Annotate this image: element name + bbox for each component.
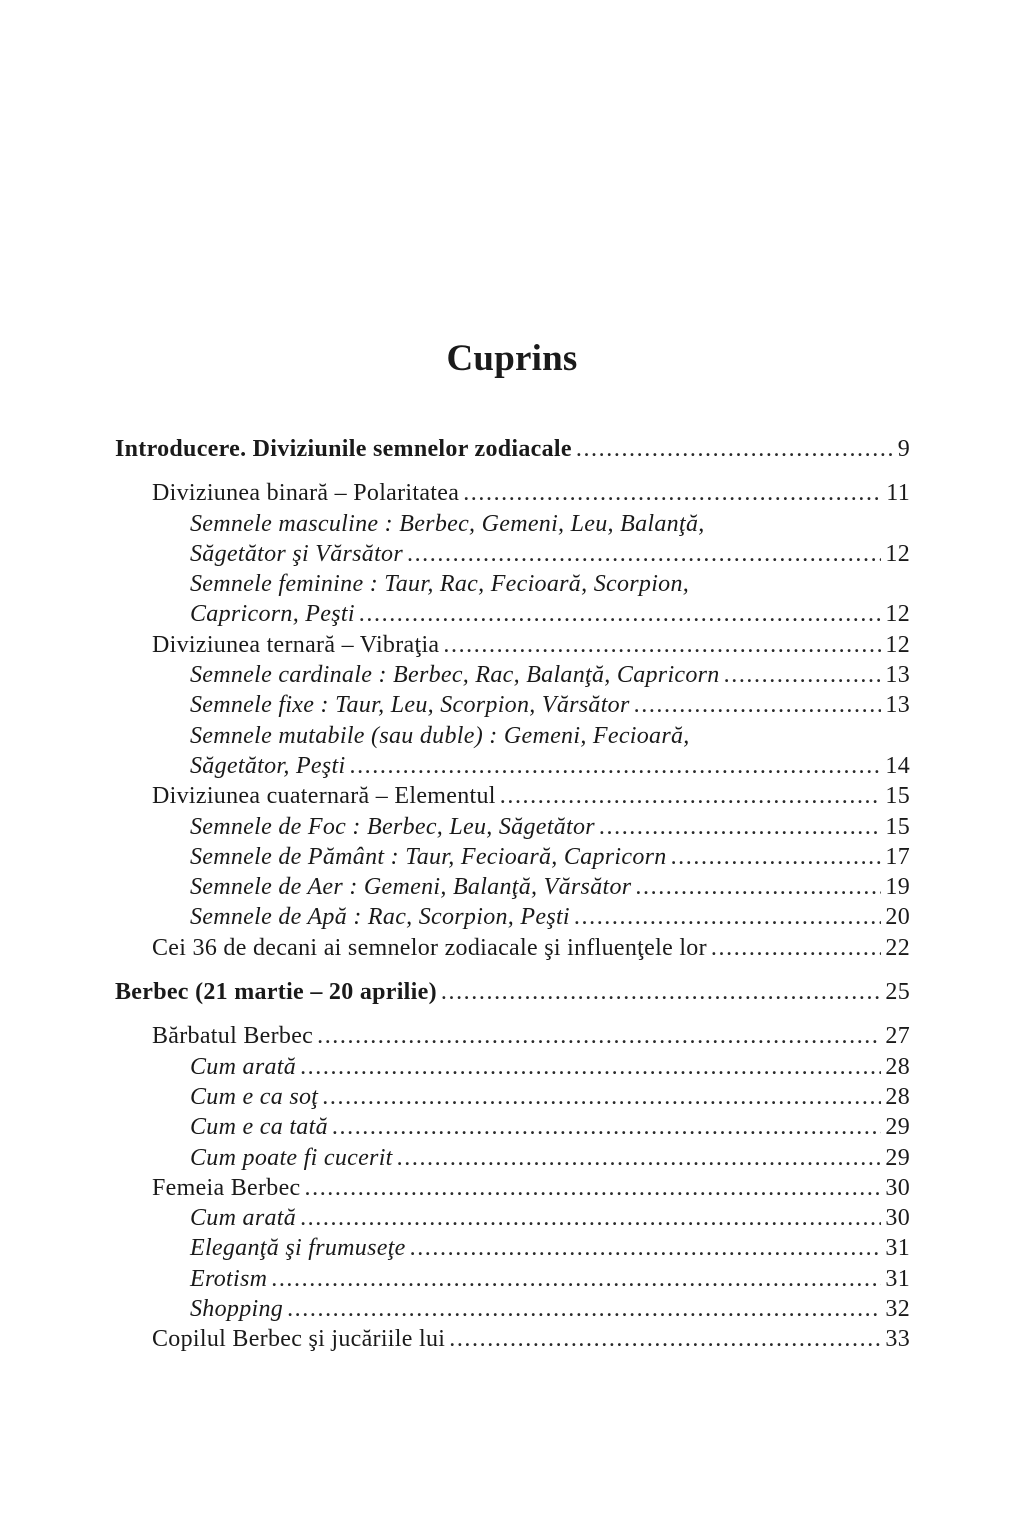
toc-entry-label: Cum arată	[190, 1205, 297, 1232]
toc-entry-label: Erotism	[190, 1265, 268, 1292]
toc-entry-cum-poate-fi-cucerit[interactable]	[115, 1145, 910, 1175]
toc-entry-semnele-masculine-cont[interactable]	[115, 541, 910, 571]
toc-entry-diviziunea-binara[interactable]	[115, 480, 910, 510]
toc-entry-label: Cum poate fi cucerit	[190, 1144, 393, 1171]
toc-entry-page: 31	[885, 1265, 910, 1292]
toc-entry-diviziunea-cuaternara[interactable]	[115, 783, 910, 813]
dot-leader	[449, 1326, 881, 1353]
toc-entry-label: Diviziunea cuaternară – Elementul	[152, 783, 496, 810]
toc-entry-page: 29	[885, 1144, 910, 1171]
dot-leader	[271, 1266, 881, 1293]
toc-entry-page: 13	[885, 692, 910, 719]
toc-entry-introducere[interactable]	[115, 436, 910, 466]
toc-entry-page: 30	[885, 1174, 910, 1201]
dot-leader	[711, 935, 882, 962]
toc-entry-decani[interactable]	[115, 935, 910, 965]
dot-leader	[317, 1023, 881, 1050]
toc-entry-label: Săgetător, Peşti	[190, 752, 346, 779]
dot-leader	[441, 979, 882, 1006]
dot-leader	[322, 1084, 881, 1111]
toc-entry-page: 12	[885, 631, 910, 658]
toc-entry-page: 20	[885, 904, 910, 931]
toc-entry-semnele-fixe[interactable]	[115, 692, 910, 722]
toc-entry-shopping[interactable]	[115, 1296, 910, 1326]
dot-leader	[349, 753, 881, 780]
toc-entry-page: 28	[885, 1053, 910, 1080]
toc-entry-page: 15	[885, 783, 910, 810]
toc-entry-eleganta[interactable]	[115, 1235, 910, 1265]
toc-entry-cum-e-ca-sot[interactable]	[115, 1084, 910, 1114]
toc-entry-semnele-de-apa[interactable]	[115, 904, 910, 934]
dot-leader	[635, 874, 881, 901]
dot-leader	[300, 1205, 881, 1232]
toc-entry-semnele-cardinale[interactable]	[115, 662, 910, 692]
toc-entry-label: Cum e ca tată	[190, 1114, 328, 1141]
toc-entry-label: Diviziunea ternară – Vibraţia	[152, 631, 440, 658]
dot-leader	[576, 436, 894, 463]
toc-entry-page: 29	[885, 1114, 910, 1141]
table-of-contents	[115, 436, 910, 1357]
toc-entry-erotism[interactable]	[115, 1266, 910, 1296]
toc-entry-label: Semnele de Foc : Berbec, Leu, Săgetător	[190, 813, 595, 840]
toc-entry-label: Eleganţă şi frumuseţe	[190, 1235, 406, 1262]
dot-leader	[305, 1175, 882, 1202]
toc-entry-berbec[interactable]	[115, 979, 910, 1009]
toc-entry-label: Semnele feminine : Taur, Rac, Fecioară, Scorpion,	[190, 571, 690, 598]
toc-entry-page: 11	[886, 480, 910, 507]
toc-entry-page: 12	[885, 540, 910, 567]
toc-entry-label: Semnele cardinale : Berbec, Rac, Balanţă, Capricorn	[190, 662, 720, 689]
dot-leader	[332, 1114, 882, 1141]
toc-entry-label: Capricorn, Peşti	[190, 601, 355, 628]
toc-entry-label: Semnele de Pământ : Taur, Fecioară, Capricorn	[190, 843, 667, 870]
dot-leader	[359, 601, 882, 628]
toc-entry-label: Copilul Berbec şi jucăriile lui	[152, 1326, 446, 1353]
dot-leader	[463, 480, 882, 507]
toc-entry-semnele-de-foc[interactable]	[115, 814, 910, 844]
toc-entry-label: Femeia Berbec	[152, 1174, 301, 1201]
dot-leader	[574, 904, 882, 931]
toc-entry-label: Cei 36 de decani ai semnelor zodiacale şi influenţele lor	[152, 934, 707, 961]
toc-entry-cum-e-ca-tata[interactable]	[115, 1114, 910, 1144]
dot-leader	[410, 1235, 882, 1262]
toc-entry-copilul-berbec[interactable]	[115, 1326, 910, 1356]
toc-entry-page: 31	[885, 1235, 910, 1262]
toc-entry-page: 25	[885, 979, 910, 1006]
toc-entry-page: 27	[885, 1023, 910, 1050]
toc-entry-page: 9	[897, 436, 910, 462]
toc-entry-label: Semnele de Apă : Rac, Scorpion, Peşti	[190, 904, 570, 931]
toc-entry-label: Diviziunea binară – Polaritatea	[152, 480, 460, 507]
dot-leader	[724, 662, 882, 689]
dot-leader	[287, 1296, 881, 1323]
toc-entry-semnele-de-aer[interactable]	[115, 874, 910, 904]
toc-entry-label: Cum e ca soţ	[190, 1083, 319, 1110]
dot-leader	[671, 844, 882, 871]
toc-entry-femeia-berbec[interactable]	[115, 1175, 910, 1205]
toc-entry-semnele-de-pamant[interactable]	[115, 844, 910, 874]
toc-entry-label: Berbec (21 martie – 20 aprilie)	[115, 979, 437, 1006]
dot-leader	[397, 1145, 882, 1172]
toc-entry-page: 15	[885, 813, 910, 840]
toc-entry-semnele-masculine[interactable]	[115, 511, 910, 541]
toc-entry-label: Semnele mutabile (sau duble) : Gemeni, Fecioară,	[190, 722, 690, 749]
dot-leader	[443, 632, 881, 659]
toc-entry-label: Cum arată	[190, 1053, 297, 1080]
toc-entry-label: Semnele fixe : Taur, Leu, Scorpion, Vărsător	[190, 692, 630, 719]
toc-entry-page: 19	[885, 874, 910, 901]
dot-leader	[599, 814, 881, 841]
dot-leader	[300, 1054, 881, 1081]
toc-entry-page: 32	[885, 1296, 910, 1323]
dot-leader	[634, 692, 882, 719]
toc-entry-semnele-feminine[interactable]	[115, 571, 910, 601]
dot-leader	[407, 541, 881, 568]
toc-entry-semnele-mutabile[interactable]	[115, 723, 910, 753]
toc-entry-label: Semnele masculine : Berbec, Gemeni, Leu, Balanţă,	[190, 510, 705, 537]
toc-entry-barbatul-berbec[interactable]	[115, 1023, 910, 1053]
toc-entry-label: Introducere. Diviziunile semnelor zodiacale	[115, 436, 572, 462]
toc-entry-page: 17	[885, 843, 910, 870]
toc-entry-cum-arata-femeia[interactable]	[115, 1205, 910, 1235]
dot-leader	[500, 783, 882, 810]
toc-entry-page: 14	[885, 752, 910, 779]
toc-entry-label: Săgetător şi Vărsător	[190, 540, 403, 567]
toc-entry-label: Bărbatul Berbec	[152, 1023, 314, 1050]
toc-entry-cum-arata[interactable]	[115, 1054, 910, 1084]
toc-entry-page: 13	[885, 662, 910, 689]
toc-entry-label: Semnele de Aer : Gemeni, Balanţă, Vărsător	[190, 874, 632, 901]
page-title: Cuprins	[446, 338, 578, 379]
toc-entry-page: 12	[885, 601, 910, 628]
toc-entry-semnele-feminine-cont[interactable]	[115, 601, 910, 631]
toc-entry-label: Shopping	[190, 1296, 284, 1323]
toc-entry-page: 33	[885, 1326, 910, 1353]
toc-entry-semnele-mutabile-cont[interactable]	[115, 753, 910, 783]
toc-entry-page: 30	[885, 1205, 910, 1232]
toc-entry-diviziunea-ternara[interactable]	[115, 632, 910, 662]
toc-entry-page: 28	[885, 1083, 910, 1110]
toc-entry-page: 22	[885, 934, 910, 961]
